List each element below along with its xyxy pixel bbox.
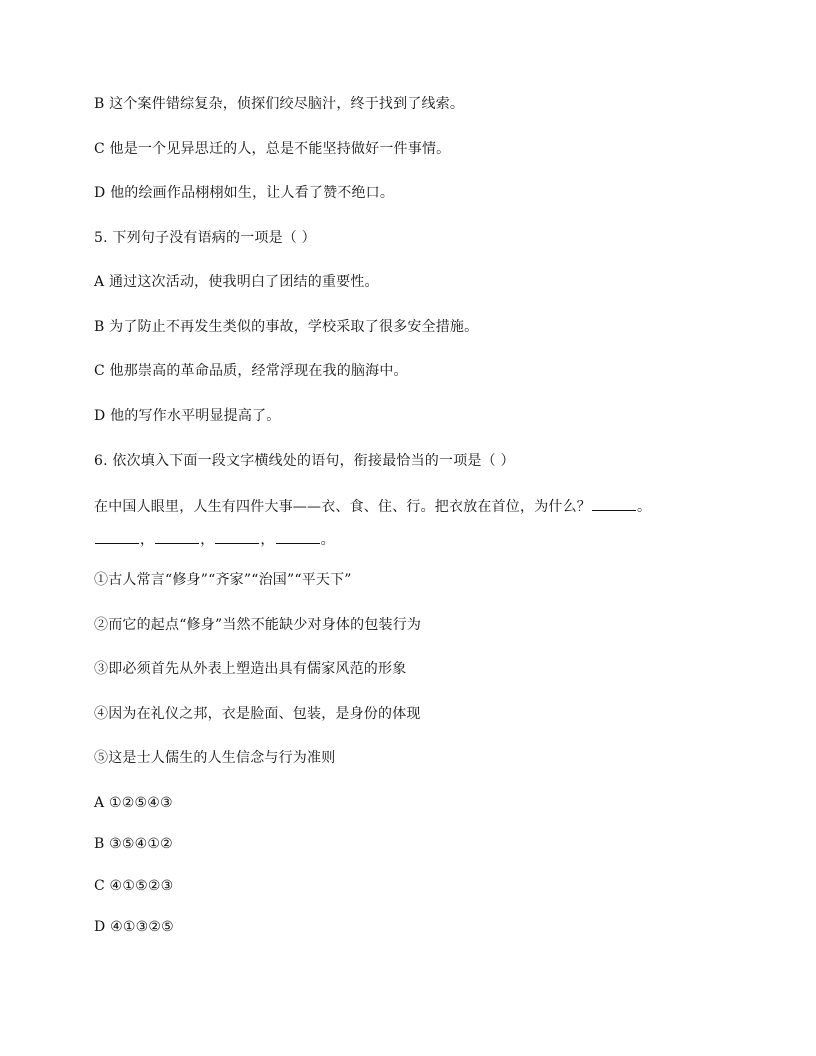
q6-option-d: D ④①③②⑤ (94, 919, 174, 935)
q6-sentence-2: ②而它的起点“修身”当然不能缺少对身体的包装行为 (94, 617, 422, 633)
q5-option-d: D 他的写作水平明显提高了。 (94, 408, 281, 424)
q4-option-c: C 他是一个见异思迁的人，总是不能坚持做好一件事情。 (94, 141, 451, 157)
q6-option-c: C ④①⑤②③ (94, 878, 174, 894)
q6-sentence-4: ④因为在礼仪之邦，衣是脸面、包装，是身份的体现 (94, 706, 421, 722)
q6-sentence-5: ⑤这是士人儒生的人生信念与行为准则 (94, 750, 336, 766)
answer-blank (215, 529, 259, 544)
q6-passage-line2-end: 。 (320, 532, 335, 548)
q5-stem: 5. 下列句子没有语病的一项是（ ） (94, 230, 316, 246)
answer-blank (276, 529, 320, 544)
q6-passage-text: 在中国人眼里，人生有四件大事——衣、食、住、行。把衣放在首位，为什么？ (94, 499, 591, 515)
blank-separator: ， (140, 532, 155, 548)
q5-option-b: B 为了防止不再发生类似的事故，学校采取了很多安全措施。 (94, 319, 479, 335)
q6-stem: 6. 依次填入下面一段文字横线处的语句，衔接最恰当的一项是（ ） (94, 453, 515, 469)
answer-blank (95, 529, 139, 544)
answer-blank (592, 496, 636, 511)
q6-sentence-1: ①古人常言“修身”“齐家”“治国”“平天下” (94, 572, 352, 588)
answer-blank (155, 529, 199, 544)
blank-separator: ， (260, 532, 275, 548)
q6-passage-line1 (94, 496, 651, 517)
q6-passage-line1-end: 。 (637, 499, 652, 515)
q5-option-a: A 通过这次活动，使我明白了团结的重要性。 (94, 274, 379, 290)
q6-sentence-3: ③即必须首先从外表上塑造出具有儒家风范的形象 (94, 661, 407, 677)
q5-option-c: C 他那崇高的革命品质，经常浮现在我的脑海中。 (94, 363, 408, 379)
q4-option-b: B 这个案件错综复杂，侦探们绞尽脑汁，终于找到了线索。 (94, 96, 465, 112)
blank-separator: ， (200, 532, 215, 548)
q6-option-b: B ③⑤④①② (94, 836, 173, 852)
q6-option-a: A ①②⑤④③ (94, 795, 173, 811)
q4-option-d: D 他的绘画作品栩栩如生，让人看了赞不绝口。 (94, 185, 395, 201)
q6-passage-line2 (94, 529, 335, 550)
